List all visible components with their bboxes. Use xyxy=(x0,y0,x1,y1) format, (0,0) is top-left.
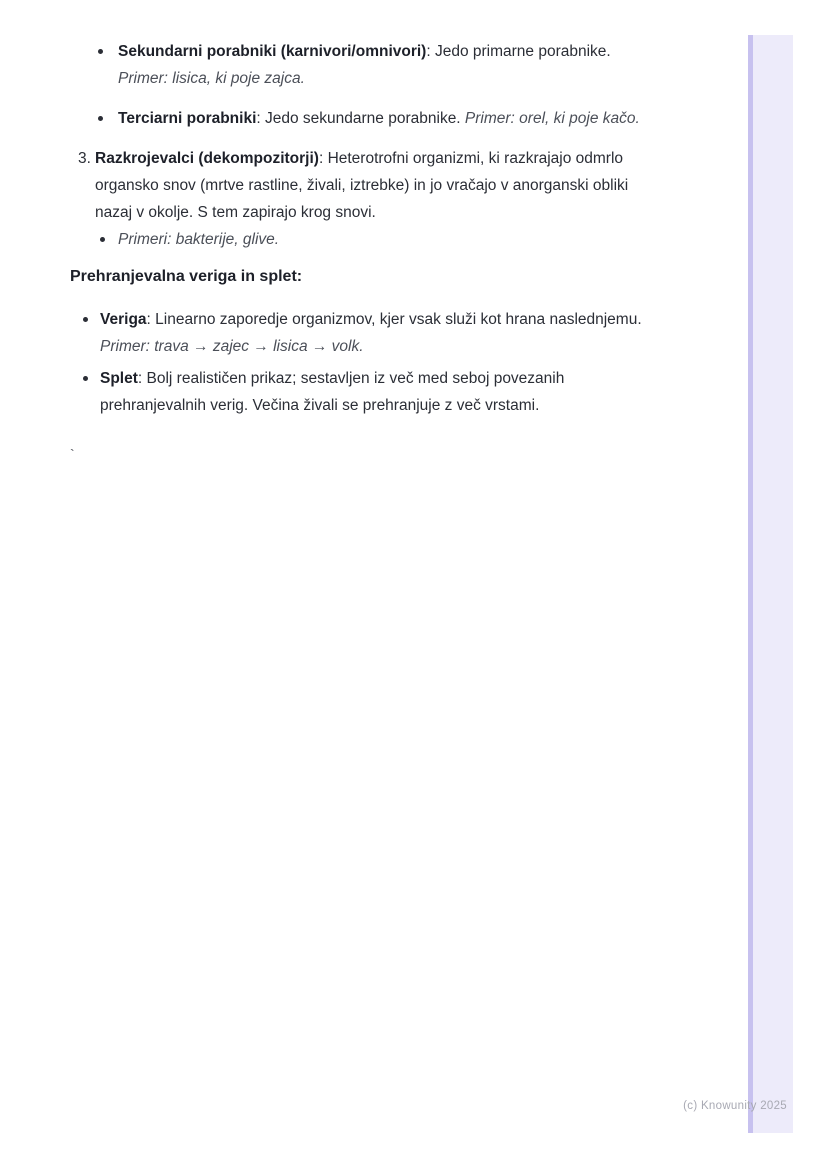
list-item-example: Primer: orel, ki poje kačo. xyxy=(464,110,640,127)
section-heading: Prehranjevalna veriga in splet: xyxy=(70,268,303,285)
chain-web-list xyxy=(70,306,680,419)
list-item-text: : Heterotrofni organizmi, ki razkrajajo odmrlo organsko snov (mrtve rastline, živali, iztrebke) in jo vračajo v anorganski obliki nazaj v okolje. S tem zapirajo krog snovi. xyxy=(95,150,629,221)
secondary-consumers-list xyxy=(70,38,680,132)
list-item xyxy=(70,105,663,132)
list-item-text: : Jedo primarne porabnike. xyxy=(426,43,611,60)
bullet-icon xyxy=(83,317,88,322)
list-item-term: Veriga xyxy=(100,311,147,328)
list-item-term: Sekundarni porabniki (karnivori/omnivori) xyxy=(118,43,427,60)
copyright-watermark: (c) Knowunity 2025 xyxy=(683,1100,787,1112)
list-item xyxy=(70,365,660,419)
list-item-example: Primeri: bakterije, glive. xyxy=(118,231,280,248)
bullet-icon xyxy=(98,116,103,121)
list-item-example: Primer: trava → zajec → lisica → volk. xyxy=(100,338,364,355)
list-item-text: : Linearno zaporedje organizmov, kjer vsak služi kot hrana naslednjemu. xyxy=(146,311,642,328)
bullet-icon xyxy=(83,376,88,381)
list-item-term: Splet xyxy=(100,370,138,387)
right-accent-strip xyxy=(748,35,793,1133)
bullet-icon xyxy=(98,49,103,54)
list-item-term: Terciarni porabniki xyxy=(118,110,257,127)
list-item xyxy=(70,38,663,92)
list-item-example: Primer: lisica, ki poje zajca. xyxy=(118,70,305,87)
examples-sublist xyxy=(95,226,660,253)
bullet-icon xyxy=(100,237,105,242)
numbered-item-body xyxy=(95,145,660,253)
list-item xyxy=(95,226,618,253)
numbered-item-decomposers xyxy=(78,145,680,253)
stray-backtick-mark: ` xyxy=(70,446,75,462)
list-item-text: : Bolj realističen prikaz; sestavljen iz več med seboj povezanih prehranjevalnih verig. Večina živali se prehranjuje z več vrstami. xyxy=(100,370,565,414)
list-item xyxy=(70,306,660,360)
list-item-term: Razkrojevalci (dekompozitorji) xyxy=(95,150,319,167)
list-item-text: : Jedo sekundarne porabnike. xyxy=(256,110,465,127)
list-number: 3. xyxy=(78,150,91,167)
document-content xyxy=(70,38,680,424)
